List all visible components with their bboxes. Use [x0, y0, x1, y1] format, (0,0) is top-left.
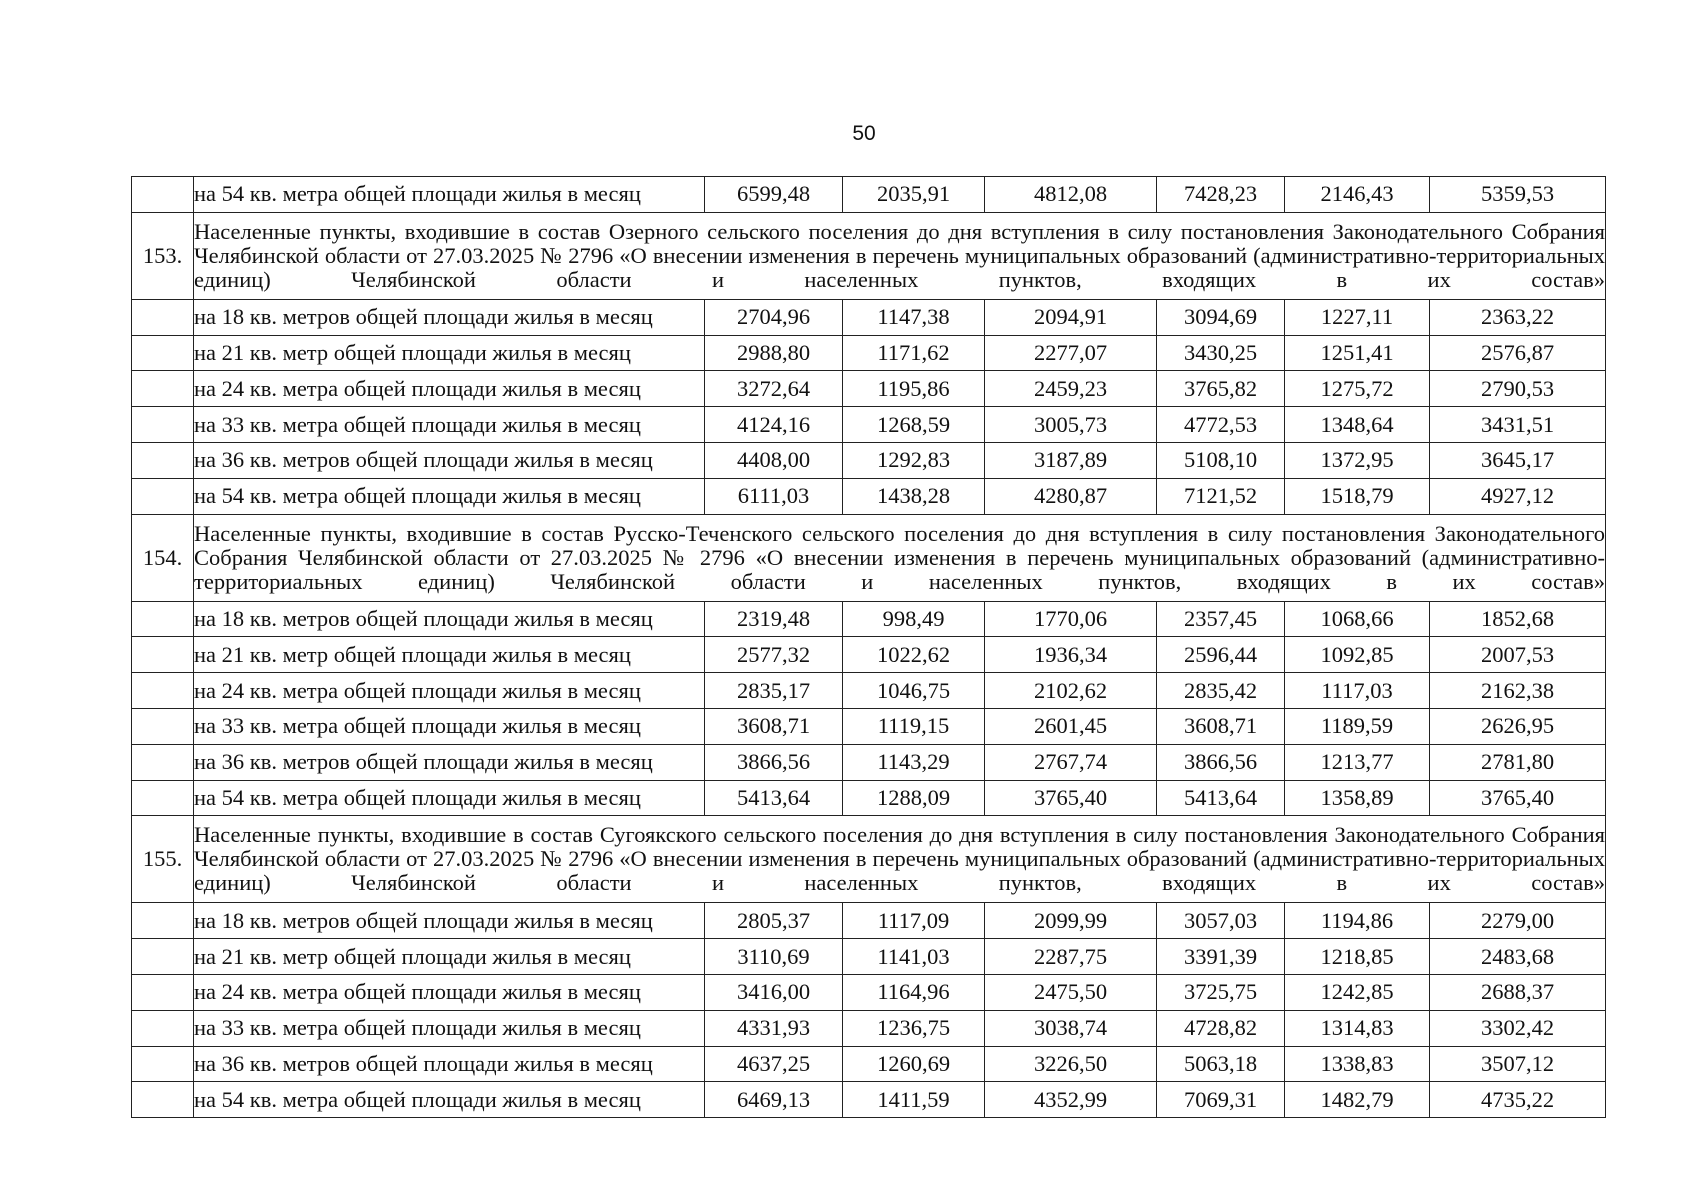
row-number	[132, 637, 194, 673]
value-cell: 4927,12	[1430, 478, 1606, 514]
value-cell: 2626,95	[1430, 708, 1606, 744]
value-cell: 7428,23	[1157, 177, 1285, 213]
row-number	[132, 335, 194, 371]
table-row	[132, 407, 1606, 443]
settlement-group-title: Населенные пункты, входившие в состав Озерного сельского поселения до дня вступления в силу постановления Законодательного Собрания Челябинской области от 27.03.2025 № 2796 «О внесении изменения в перечень муниципальных образований (административно-территориальных единиц) Челябинской области и населенных пунктов, входящих в их состав»	[194, 212, 1606, 299]
value-cell: 7121,52	[1157, 478, 1285, 514]
row-number	[132, 903, 194, 939]
row-label: на 21 кв. метр общей площади жилья в месяц	[194, 335, 705, 371]
row-number	[132, 371, 194, 407]
table-row	[132, 1082, 1606, 1118]
row-label: на 33 кв. метра общей площади жилья в месяц	[194, 407, 705, 443]
value-cell: 7069,31	[1157, 1082, 1285, 1118]
value-cell: 1268,59	[843, 407, 985, 443]
value-cell: 4637,25	[705, 1046, 843, 1082]
row-label: на 33 кв. метра общей площади жилья в месяц	[194, 708, 705, 744]
row-number	[132, 299, 194, 335]
tariff-table	[131, 176, 1606, 1118]
value-cell: 3431,51	[1430, 407, 1606, 443]
table-row	[132, 177, 1606, 213]
value-cell: 2483,68	[1430, 939, 1606, 975]
table-row	[132, 780, 1606, 816]
row-number	[132, 601, 194, 637]
value-cell: 1438,28	[843, 478, 985, 514]
value-cell: 2596,44	[1157, 637, 1285, 673]
value-cell: 2601,45	[985, 708, 1157, 744]
value-cell: 5413,64	[705, 780, 843, 816]
value-cell: 4280,87	[985, 478, 1157, 514]
table-row	[132, 299, 1606, 335]
value-cell: 1194,86	[1285, 903, 1430, 939]
value-cell: 3430,25	[1157, 335, 1285, 371]
value-cell: 3187,89	[985, 442, 1157, 478]
value-cell: 5063,18	[1157, 1046, 1285, 1082]
value-cell: 1141,03	[843, 939, 985, 975]
value-cell: 1358,89	[1285, 780, 1430, 816]
row-number	[132, 1082, 194, 1118]
row-number	[132, 442, 194, 478]
table-row	[132, 371, 1606, 407]
value-cell: 1372,95	[1285, 442, 1430, 478]
value-cell: 1117,03	[1285, 673, 1430, 709]
row-label: на 36 кв. метров общей площади жилья в месяц	[194, 1046, 705, 1082]
value-cell: 3765,40	[1430, 780, 1606, 816]
value-cell: 1288,09	[843, 780, 985, 816]
value-cell: 5108,10	[1157, 442, 1285, 478]
value-cell: 4124,16	[705, 407, 843, 443]
value-cell: 3391,39	[1157, 939, 1285, 975]
value-cell: 4331,93	[705, 1010, 843, 1046]
row-label: на 21 кв. метр общей площади жилья в месяц	[194, 637, 705, 673]
row-label: на 21 кв. метр общей площади жилья в месяц	[194, 939, 705, 975]
table-row	[132, 974, 1606, 1010]
value-cell: 1348,64	[1285, 407, 1430, 443]
value-cell: 3057,03	[1157, 903, 1285, 939]
value-cell: 2094,91	[985, 299, 1157, 335]
table-row	[132, 335, 1606, 371]
value-cell: 3725,75	[1157, 974, 1285, 1010]
value-cell: 3608,71	[1157, 708, 1285, 744]
row-label: на 36 кв. метров общей площади жилья в месяц	[194, 442, 705, 478]
value-cell: 6111,03	[705, 478, 843, 514]
value-cell: 3608,71	[705, 708, 843, 744]
row-label: на 24 кв. метра общей площади жилья в месяц	[194, 371, 705, 407]
value-cell: 2988,80	[705, 335, 843, 371]
value-cell: 2781,80	[1430, 744, 1606, 780]
value-cell: 2835,42	[1157, 673, 1285, 709]
row-label: на 54 кв. метра общей площади жилья в месяц	[194, 478, 705, 514]
row-label: на 36 кв. метров общей площади жилья в месяц	[194, 744, 705, 780]
value-cell: 3272,64	[705, 371, 843, 407]
row-number	[132, 177, 194, 213]
value-cell: 3866,56	[705, 744, 843, 780]
value-cell: 1117,09	[843, 903, 985, 939]
row-number: 153.	[132, 212, 194, 299]
value-cell: 2577,32	[705, 637, 843, 673]
value-cell: 2459,23	[985, 371, 1157, 407]
settlement-group-title: Населенные пункты, входившие в состав Сугоякского сельского поселения до дня вступления в силу постановления Законодательного Собрания Челябинской области от 27.03.2025 № 2796 «О внесении изменения в перечень муниципальных образований (административно-территориальных единиц) Челябинской области и населенных пунктов, входящих в их состав»	[194, 816, 1606, 903]
value-cell: 1218,85	[1285, 939, 1430, 975]
value-cell: 1213,77	[1285, 744, 1430, 780]
row-number	[132, 407, 194, 443]
row-label: на 24 кв. метра общей площади жилья в месяц	[194, 974, 705, 1010]
value-cell: 2576,87	[1430, 335, 1606, 371]
table-row	[132, 478, 1606, 514]
value-cell: 4812,08	[985, 177, 1157, 213]
table-row	[132, 673, 1606, 709]
value-cell: 2805,37	[705, 903, 843, 939]
value-cell: 3507,12	[1430, 1046, 1606, 1082]
value-cell: 2287,75	[985, 939, 1157, 975]
value-cell: 2279,00	[1430, 903, 1606, 939]
value-cell: 1164,96	[843, 974, 985, 1010]
value-cell: 3005,73	[985, 407, 1157, 443]
row-label: на 33 кв. метра общей площади жилья в месяц	[194, 1010, 705, 1046]
row-number	[132, 478, 194, 514]
value-cell: 3416,00	[705, 974, 843, 1010]
group-header-row	[132, 212, 1606, 299]
row-label: на 18 кв. метров общей площади жилья в месяц	[194, 903, 705, 939]
value-cell: 4408,00	[705, 442, 843, 478]
value-cell: 2835,17	[705, 673, 843, 709]
row-label: на 54 кв. метра общей площади жилья в месяц	[194, 780, 705, 816]
table-row	[132, 601, 1606, 637]
row-number: 155.	[132, 816, 194, 903]
table-row	[132, 939, 1606, 975]
table-row	[132, 708, 1606, 744]
row-number	[132, 708, 194, 744]
value-cell: 3765,40	[985, 780, 1157, 816]
value-cell: 1195,86	[843, 371, 985, 407]
table-row	[132, 744, 1606, 780]
row-label: на 18 кв. метров общей площади жилья в месяц	[194, 299, 705, 335]
value-cell: 1292,83	[843, 442, 985, 478]
value-cell: 2704,96	[705, 299, 843, 335]
table-row	[132, 1010, 1606, 1046]
value-cell: 2790,53	[1430, 371, 1606, 407]
value-cell: 3110,69	[705, 939, 843, 975]
group-header-row	[132, 816, 1606, 903]
row-label: на 24 кв. метра общей площади жилья в месяц	[194, 673, 705, 709]
value-cell: 1770,06	[985, 601, 1157, 637]
group-header-row	[132, 514, 1606, 601]
value-cell: 1189,59	[1285, 708, 1430, 744]
value-cell: 1092,85	[1285, 637, 1430, 673]
value-cell: 2767,74	[985, 744, 1157, 780]
value-cell: 1068,66	[1285, 601, 1430, 637]
value-cell: 1119,15	[843, 708, 985, 744]
row-number	[132, 780, 194, 816]
row-label: на 54 кв. метра общей площади жилья в месяц	[194, 177, 705, 213]
value-cell: 3866,56	[1157, 744, 1285, 780]
value-cell: 2162,38	[1430, 673, 1606, 709]
value-cell: 4728,82	[1157, 1010, 1285, 1046]
value-cell: 6599,48	[705, 177, 843, 213]
value-cell: 1022,62	[843, 637, 985, 673]
table-body	[132, 177, 1606, 1118]
value-cell: 4735,22	[1430, 1082, 1606, 1118]
value-cell: 2357,45	[1157, 601, 1285, 637]
value-cell: 2146,43	[1285, 177, 1430, 213]
value-cell: 1251,41	[1285, 335, 1430, 371]
value-cell: 998,49	[843, 601, 985, 637]
value-cell: 1143,29	[843, 744, 985, 780]
value-cell: 2099,99	[985, 903, 1157, 939]
value-cell: 2688,37	[1430, 974, 1606, 1010]
value-cell: 2363,22	[1430, 299, 1606, 335]
value-cell: 1411,59	[843, 1082, 985, 1118]
row-number: 154.	[132, 514, 194, 601]
value-cell: 1147,38	[843, 299, 985, 335]
row-number	[132, 673, 194, 709]
value-cell: 1936,34	[985, 637, 1157, 673]
value-cell: 2475,50	[985, 974, 1157, 1010]
table-row	[132, 442, 1606, 478]
value-cell: 1260,69	[843, 1046, 985, 1082]
value-cell: 1314,83	[1285, 1010, 1430, 1046]
value-cell: 5413,64	[1157, 780, 1285, 816]
row-label: на 18 кв. метров общей площади жилья в месяц	[194, 601, 705, 637]
value-cell: 6469,13	[705, 1082, 843, 1118]
value-cell: 1227,11	[1285, 299, 1430, 335]
value-cell: 1171,62	[843, 335, 985, 371]
page-number: 50	[852, 122, 876, 145]
value-cell: 1482,79	[1285, 1082, 1430, 1118]
value-cell: 1046,75	[843, 673, 985, 709]
table-row	[132, 1046, 1606, 1082]
settlement-group-title: Населенные пункты, входившие в состав Русско-Теченского сельского поселения до дня вступления в силу постановления Законодательного Собрания Челябинской области от 27.03.2025 № 2796 «О внесении изменения в перечень муниципальных образований (административно-территориальных единиц) Челябинской области и населенных пунктов, входящих в их состав»	[194, 514, 1606, 601]
value-cell: 2102,62	[985, 673, 1157, 709]
value-cell: 2007,53	[1430, 637, 1606, 673]
row-number	[132, 939, 194, 975]
table-row	[132, 903, 1606, 939]
value-cell: 4352,99	[985, 1082, 1157, 1118]
value-cell: 3765,82	[1157, 371, 1285, 407]
value-cell: 3226,50	[985, 1046, 1157, 1082]
value-cell: 1852,68	[1430, 601, 1606, 637]
value-cell: 1338,83	[1285, 1046, 1430, 1082]
value-cell: 3094,69	[1157, 299, 1285, 335]
value-cell: 2035,91	[843, 177, 985, 213]
value-cell: 2277,07	[985, 335, 1157, 371]
table-row	[132, 637, 1606, 673]
value-cell: 1518,79	[1285, 478, 1430, 514]
value-cell: 1242,85	[1285, 974, 1430, 1010]
value-cell: 3645,17	[1430, 442, 1606, 478]
value-cell: 5359,53	[1430, 177, 1606, 213]
value-cell: 2319,48	[705, 601, 843, 637]
value-cell: 4772,53	[1157, 407, 1285, 443]
value-cell: 1275,72	[1285, 371, 1430, 407]
value-cell: 3302,42	[1430, 1010, 1606, 1046]
row-number	[132, 1010, 194, 1046]
row-number	[132, 1046, 194, 1082]
value-cell: 3038,74	[985, 1010, 1157, 1046]
value-cell: 1236,75	[843, 1010, 985, 1046]
row-number	[132, 744, 194, 780]
row-label: на 54 кв. метра общей площади жилья в месяц	[194, 1082, 705, 1118]
row-number	[132, 974, 194, 1010]
